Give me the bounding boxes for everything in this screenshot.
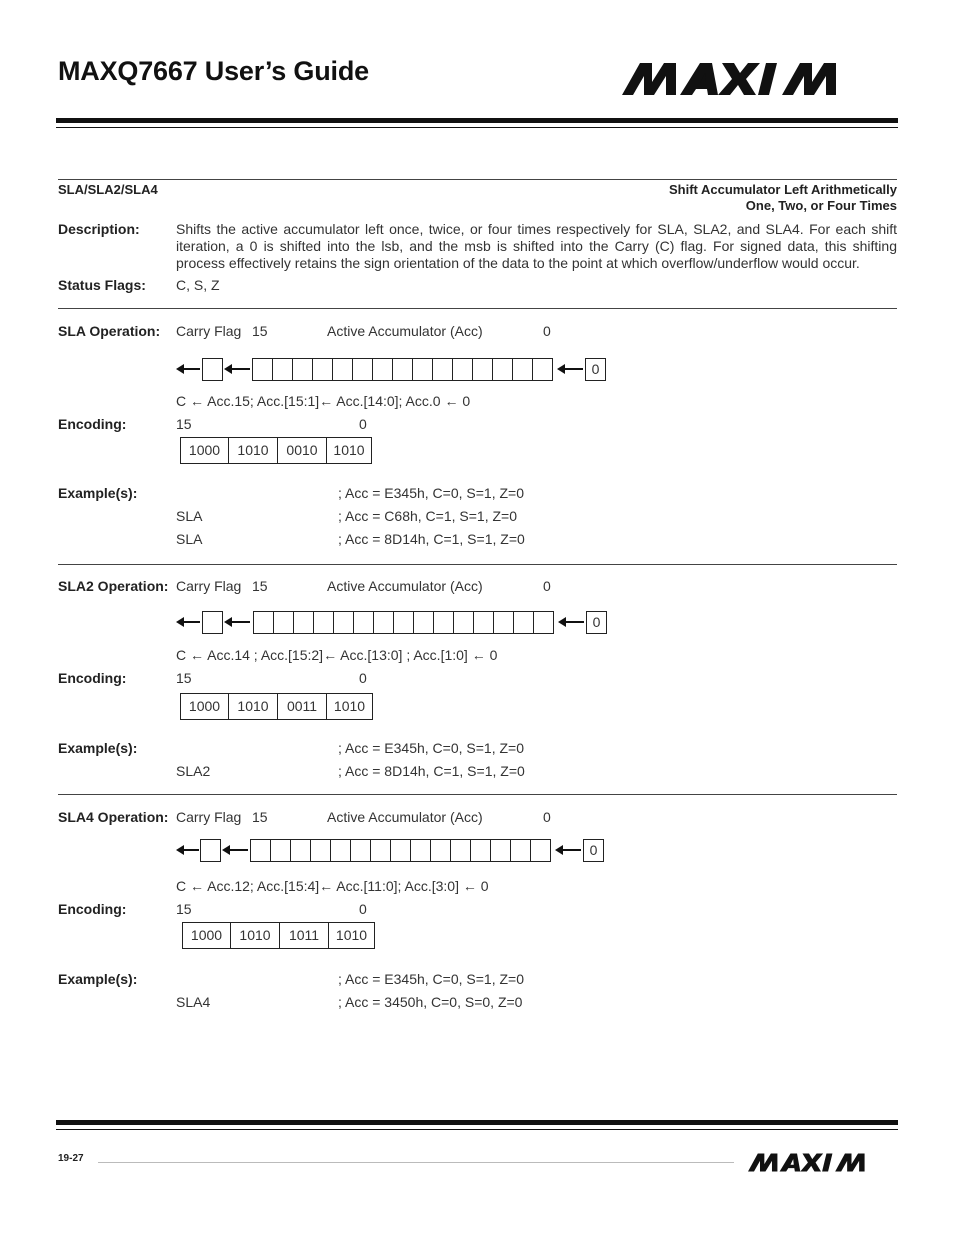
sla2-carry-out-arrow [178,621,200,623]
description-label: Description: [58,221,140,237]
example-instruction: SLA2 [176,763,211,779]
header-rule-thick [56,118,898,123]
encoding-nibble: 0011 [278,694,327,719]
header-rule-thin [56,127,898,128]
section-rule-sla [58,308,897,309]
sla2-enc-bit15: 15 [176,670,192,686]
encoding-nibble: 1010 [333,442,365,458]
sla-zero-input: 0 [585,358,606,381]
sla2-formula: C ← Acc.14 ; Acc.[15:2]← Acc.[13:0] ; Acc.[1:0] ← 0 [176,647,498,663]
sla-operation-label: SLA Operation: [58,323,161,339]
maxim-logo [622,62,890,96]
example-comment: ; Acc = E345h, C=0, S=1, Z=0 [338,485,525,501]
sla-examples-label: Example(s): [58,485,138,501]
encoding-nibble: 1000 [183,923,231,948]
example-comment: ; Acc = 8D14h, C=1, S=1, Z=0 [338,763,525,779]
sla-carry-flag-label: Carry Flag [176,323,242,339]
sla4-shift-arrow [224,849,248,851]
sla4-enc-bit15: 15 [176,901,192,917]
sla4-operation-label: SLA4 Operation: [58,809,169,825]
sla-encoding-table [180,437,372,464]
sla-zero-in-arrow [559,368,583,370]
sla-bit15-label: 15 [252,323,268,339]
sla-shift-arrow [226,368,250,370]
status-flags-label: Status Flags: [58,277,146,293]
sla2-shift-arrow [226,621,250,623]
sla2-carry-flag-label: Carry Flag [176,578,242,594]
footer-divider [98,1162,734,1163]
section-rule-sla4 [58,794,897,795]
sla2-zero-input: 0 [586,611,607,634]
sla4-encoding-table [182,922,375,949]
example-instruction: SLA4 [176,994,211,1010]
example-comment: ; Acc = C68h, C=1, S=1, Z=0 [338,508,517,524]
footer-maxim-logo [748,1153,894,1172]
sla4-carry-out-arrow [178,849,199,851]
sla-encoding-label: Encoding: [58,416,127,432]
instruction-heading-line2: One, Two, or Four Times [745,198,897,213]
sla4-examples-label: Example(s): [58,971,138,987]
sla4-formula: C ← Acc.12; Acc.[15:4]← Acc.[11:0]; Acc.[3:0] ← 0 [176,878,489,894]
sla-enc-bit15: 15 [176,416,192,432]
sla2-operation-label: SLA2 Operation: [58,578,169,594]
sla2-examples-label: Example(s): [58,740,138,756]
sla2-enc-bit0: 0 [359,670,367,686]
status-flags-value: C, S, Z [176,277,220,293]
sla4-encoding-label: Encoding: [58,901,127,917]
encoding-nibble: 1000 [181,694,229,719]
section-rule-sla2 [58,564,897,565]
encoding-nibble: 1010 [335,927,368,943]
sla2-bit15-label: 15 [252,578,268,594]
sla4-zero-input: 0 [583,839,604,862]
sla2-acc-label: Active Accumulator (Acc) [327,578,483,594]
encoding-nibble: 1010 [229,694,278,719]
sla-acc-label: Active Accumulator (Acc) [327,323,483,339]
sla4-accumulator-register [250,839,551,862]
example-comment: ; Acc = E345h, C=0, S=1, Z=0 [338,971,525,987]
instruction-heading-line1: Shift Accumulator Left Arithmetically [668,182,897,197]
encoding-nibble: 0010 [278,438,327,463]
sla4-enc-bit0: 0 [359,901,367,917]
page-title: MAXQ7667 User’s Guide [58,56,369,86]
example-instruction: SLA [176,531,203,547]
sla4-carry-box [200,839,221,862]
sla-enc-bit0: 0 [359,416,367,432]
instruction-mnemonic: SLA/SLA2/SLA4 [58,182,158,197]
footer-rule-thin [56,1129,898,1130]
example-comment: ; Acc = 8D14h, C=1, S=1, Z=0 [338,531,525,547]
sla4-acc-label: Active Accumulator (Acc) [327,809,483,825]
example-instruction: SLA [176,508,203,524]
sla2-bit0-label: 0 [543,578,551,594]
description-text: Shifts the active accumulator left once, twice, or four times respectively for SLA, SLA2, and SLA4. For each shift iteration, a 0 is shifted into the lsb, and the msb is shifted into the Carry (C) flag. For signed data, this shifting process effectively retains the sign orientation of the data to the point at which overflow/underflow would occur. [176,221,897,271]
example-comment: ; Acc = 3450h, C=0, S=0, Z=0 [338,994,523,1010]
page-number: 19-27 [58,1153,84,1164]
sla-carry-out-arrow [178,368,200,370]
sla2-zero-in-arrow [560,621,584,623]
sla4-zero-in-arrow [557,849,581,851]
example-comment: ; Acc = E345h, C=0, S=1, Z=0 [338,740,525,756]
sla-formula: C ← Acc.15; Acc.[15:1]← Acc.[14:0]; Acc.0 ← 0 [176,393,471,409]
sla4-carry-flag-label: Carry Flag [176,809,242,825]
sla-carry-box [202,358,223,381]
sla-accumulator-register [252,358,553,381]
sla2-encoding-label: Encoding: [58,670,127,686]
sla4-bit15-label: 15 [252,809,268,825]
sla-bit0-label: 0 [543,323,551,339]
sla2-encoding-table [180,693,373,720]
encoding-nibble: 1010 [229,438,278,463]
sla2-carry-box [202,611,223,634]
encoding-nibble: 1010 [231,923,280,948]
encoding-nibble: 1011 [280,923,329,948]
encoding-nibble: 1000 [181,438,229,463]
instruction-top-rule [58,179,897,180]
sla2-accumulator-register [253,611,554,634]
encoding-nibble: 1010 [333,698,366,714]
sla4-bit0-label: 0 [543,809,551,825]
footer-rule-thick [56,1120,898,1125]
